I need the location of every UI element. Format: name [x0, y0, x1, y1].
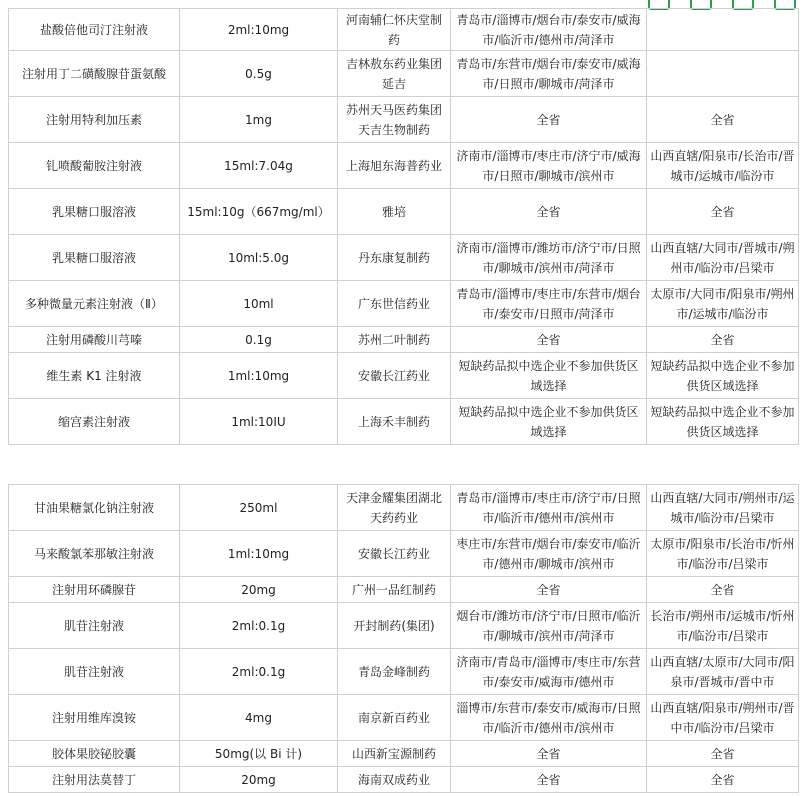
drug-name-cell: 注射用丁二磺酸腺苷蛋氨酸: [9, 51, 180, 97]
table-row: [9, 189, 799, 235]
manufacturer-cell: 南京新百药业: [338, 695, 451, 741]
manufacturer-cell: 吉林敖东药业集团延吉: [338, 51, 451, 97]
shandong-region-cell: 淄博市/东营市/泰安市/威海市/日照市/临沂市/德州市/滨州市: [451, 695, 647, 741]
drug-name-cell: 乳果糖口服溶液: [9, 189, 180, 235]
table-row: [9, 603, 799, 649]
shandong-region-cell: 枣庄市/东营市/烟台市/泰安市/临沂市/德州市/聊城市/滨州市: [451, 531, 647, 577]
drug-name-cell: 缩宫素注射液: [9, 399, 180, 445]
manufacturer-cell: 上海旭东海普药业: [338, 143, 451, 189]
table-row: [9, 531, 799, 577]
manufacturer-cell: 青岛金峰制药: [338, 649, 451, 695]
spec-cell: 0.5g: [180, 51, 338, 97]
table-row: [9, 485, 799, 531]
spec-cell: 2ml:0.1g: [180, 649, 338, 695]
shandong-region-cell: 短缺药品拟中选企业不参加供货区域选择: [451, 399, 647, 445]
manufacturer-cell: 苏州天马医药集团天吉生物制药: [338, 97, 451, 143]
drug-name-cell: 注射用维库溴铵: [9, 695, 180, 741]
shandong-region-cell: 青岛市/东营市/烟台市/泰安市/威海市/日照市/聊城市/菏泽市: [451, 51, 647, 97]
shanxi-region-cell: 全省: [647, 327, 799, 353]
spec-cell: 1mg: [180, 97, 338, 143]
manufacturer-cell: 广州一品红制药: [338, 577, 451, 603]
spec-cell: 15ml:7.04g: [180, 143, 338, 189]
shanxi-region-cell: 全省: [647, 189, 799, 235]
manufacturer-cell: 山西新宝源制药: [338, 741, 451, 767]
shandong-region-cell: 济南市/淄博市/潍坊市/济宁市/日照市/聊城市/滨州市/菏泽市: [451, 235, 647, 281]
table-row: [9, 281, 799, 327]
table-row: [9, 649, 799, 695]
manufacturer-cell: 雅培: [338, 189, 451, 235]
shandong-region-cell: 青岛市/淄博市/烟台市/泰安市/威海市/临沂市/德州市/菏泽市: [451, 9, 647, 51]
manufacturer-cell: 上海禾丰制药: [338, 399, 451, 445]
shanxi-region-cell: 全省: [647, 577, 799, 603]
drug-name-cell: 胶体果胶铋胶囊: [9, 741, 180, 767]
table-row: [9, 51, 799, 97]
table-row: [9, 143, 799, 189]
table-row: [9, 327, 799, 353]
manufacturer-cell: 广东世信药业: [338, 281, 451, 327]
spec-cell: 2ml:0.1g: [180, 603, 338, 649]
shanxi-region-cell: 全省: [647, 767, 799, 793]
drug-name-cell: 乳果糖口服溶液: [9, 235, 180, 281]
shandong-region-cell: 全省: [451, 741, 647, 767]
table-row: [9, 235, 799, 281]
shandong-region-cell: 全省: [451, 327, 647, 353]
drug-name-cell: 多种微量元素注射液（Ⅱ）: [9, 281, 180, 327]
manufacturer-cell: 海南双成药业: [338, 767, 451, 793]
spec-cell: 15ml:10g（667mg/ml）: [180, 189, 338, 235]
drug-name-cell: 马来酸氯苯那敏注射液: [9, 531, 180, 577]
table-row: [9, 399, 799, 445]
spec-cell: 20mg: [180, 767, 338, 793]
shandong-region-cell: 全省: [451, 767, 647, 793]
table-row: [9, 741, 799, 767]
drug-name-cell: 钆喷酸葡胺注射液: [9, 143, 180, 189]
shandong-region-cell: 全省: [451, 577, 647, 603]
drug-name-cell: 盐酸倍他司汀注射液: [9, 9, 180, 51]
drug-name-cell: 注射用磷酸川芎嗪: [9, 327, 180, 353]
spec-cell: 1ml:10mg: [180, 531, 338, 577]
table-row: [9, 695, 799, 741]
shanxi-region-cell: 山西直辖/阳泉市/长治市/晋城市/运城市/临汾市: [647, 143, 799, 189]
shandong-region-cell: 济南市/青岛市/淄博市/枣庄市/东营市/泰安市/威海市/德州市: [451, 649, 647, 695]
shandong-region-cell: 烟台市/潍坊市/济宁市/日照市/临沂市/聊城市/滨州市/菏泽市: [451, 603, 647, 649]
manufacturer-cell: 天津金耀集团湖北天药药业: [338, 485, 451, 531]
drug-table-1: [8, 8, 799, 445]
shandong-region-cell: 全省: [451, 97, 647, 143]
manufacturer-cell: 开封制药(集团): [338, 603, 451, 649]
shanxi-region-cell: 长治市/朔州市/运城市/忻州市/临汾市/吕梁市: [647, 603, 799, 649]
shanxi-region-cell: 山西直辖/大同市/朔州市/运城市/临汾市/吕梁市: [647, 485, 799, 531]
manufacturer-cell: 河南辅仁怀庆堂制药: [338, 9, 451, 51]
spec-cell: 250ml: [180, 485, 338, 531]
table-row: [9, 353, 799, 399]
shandong-region-cell: 青岛市/淄博市/枣庄市/济宁市/日照市/临沂市/德州市/滨州市: [451, 485, 647, 531]
shanxi-region-cell: 山西直辖/太原市/大同市/阳泉市/晋城市/晋中市: [647, 649, 799, 695]
spec-cell: 1ml:10mg: [180, 353, 338, 399]
drug-name-cell: 肌苷注射液: [9, 603, 180, 649]
top-toolbar: [0, 0, 806, 8]
shanxi-region-cell: [647, 9, 799, 51]
table-row: [9, 97, 799, 143]
shanxi-region-cell: [647, 51, 799, 97]
shanxi-region-cell: 短缺药品拟中选企业不参加供货区域选择: [647, 399, 799, 445]
shanxi-region-cell: 山西直辖/大同市/晋城市/朔州市/临汾市/吕梁市: [647, 235, 799, 281]
spec-cell: 50mg(以 Bi 计): [180, 741, 338, 767]
drug-name-cell: 维生素 K1 注射液: [9, 353, 180, 399]
drug-name-cell: 甘油果糖氯化钠注射液: [9, 485, 180, 531]
spec-cell: 10ml:5.0g: [180, 235, 338, 281]
shanxi-region-cell: 短缺药品拟中选企业不参加供货区域选择: [647, 353, 799, 399]
shanxi-region-cell: 全省: [647, 97, 799, 143]
shanxi-region-cell: 山西直辖/阳泉市/朔州市/晋中市/临汾市/吕梁市: [647, 695, 799, 741]
shandong-region-cell: 济南市/淄博市/枣庄市/济宁市/威海市/日照市/聊城市/滨州市: [451, 143, 647, 189]
spec-cell: 0.1g: [180, 327, 338, 353]
shandong-region-cell: 青岛市/淄博市/枣庄市/东营市/烟台市/泰安市/日照市/菏泽市: [451, 281, 647, 327]
drug-name-cell: 注射用特利加压素: [9, 97, 180, 143]
spec-cell: 4mg: [180, 695, 338, 741]
shandong-region-cell: 短缺药品拟中选企业不参加供货区域选择: [451, 353, 647, 399]
table-row: [9, 767, 799, 793]
spec-cell: 2ml:10mg: [180, 9, 338, 51]
shanxi-region-cell: 全省: [647, 741, 799, 767]
manufacturer-cell: 安徽长江药业: [338, 353, 451, 399]
shanxi-region-cell: 太原市/阳泉市/长治市/忻州市/临汾市/吕梁市: [647, 531, 799, 577]
drug-name-cell: 肌苷注射液: [9, 649, 180, 695]
manufacturer-cell: 丹东康复制药: [338, 235, 451, 281]
manufacturer-cell: 安徽长江药业: [338, 531, 451, 577]
drug-name-cell: 注射用法莫替丁: [9, 767, 180, 793]
spec-cell: 20mg: [180, 577, 338, 603]
spec-cell: 10ml: [180, 281, 338, 327]
drug-name-cell: 注射用环磷腺苷: [9, 577, 180, 603]
table-gap: [8, 450, 798, 480]
manufacturer-cell: 苏州二叶制药: [338, 327, 451, 353]
shandong-region-cell: 全省: [451, 189, 647, 235]
table-row: [9, 9, 799, 51]
spec-cell: 1ml:10IU: [180, 399, 338, 445]
drug-table-2: [8, 484, 799, 793]
table-row: [9, 577, 799, 603]
shanxi-region-cell: 太原市/大同市/阳泉市/朔州市/运城市/临汾市: [647, 281, 799, 327]
